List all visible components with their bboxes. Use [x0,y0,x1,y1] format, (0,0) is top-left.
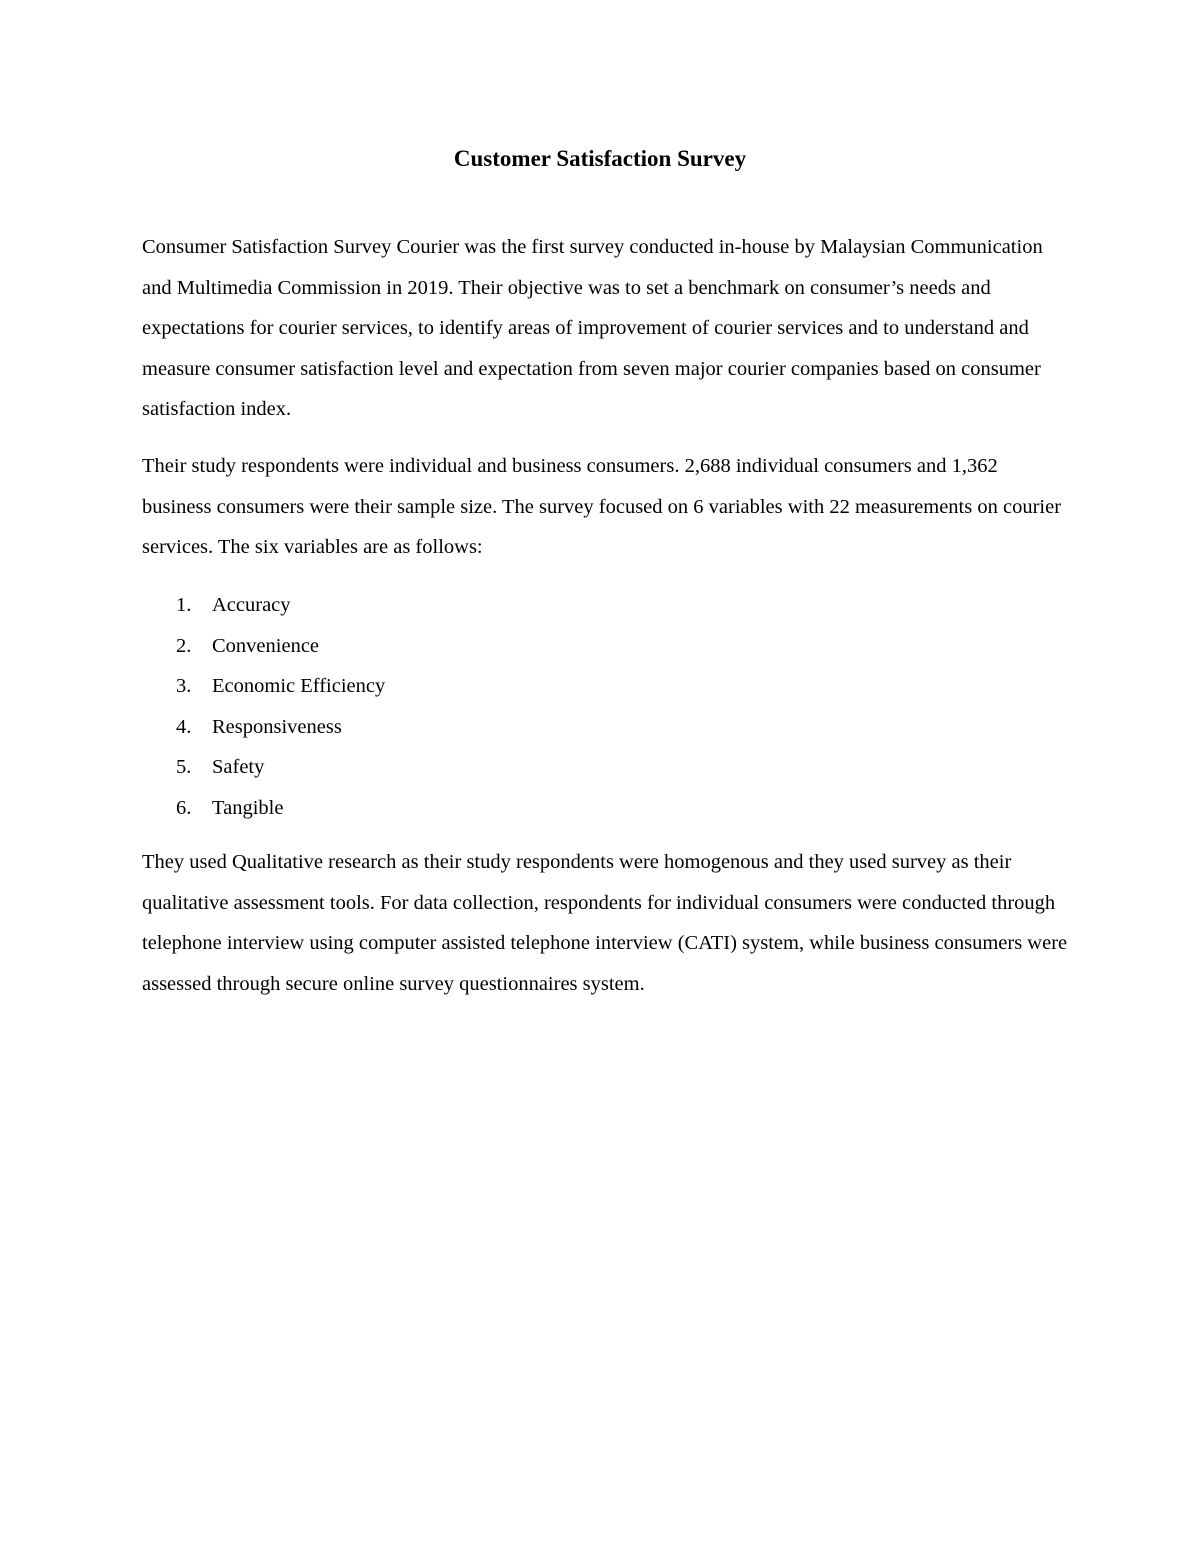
list-item-number: 3. [176,675,192,698]
paragraph-intro: Consumer Satisfaction Survey Courier was the first survey conducted in-house by Malaysian Communication and Multimedia Commission in 2019. Their objective was to set a benchmark on consumer’s needs and expectations for courier services, to identify areas of improvement of courier services and to understand and measure consumer satisfaction level and expectation from seven major courier companies based on consumer satisfaction index. [142,236,1043,421]
list-item [142,585,642,626]
list-item-label: Accuracy [212,594,291,616]
list-item [142,626,642,667]
list-item-label: Economic Efficiency [212,675,386,698]
list-item-number: 4. [176,715,192,738]
list-item [142,747,642,788]
list-item-number: 1. [176,594,192,616]
list-item-number: 2. [176,634,192,657]
list-item [142,666,642,707]
variables-list [142,585,642,829]
list-item [142,788,642,829]
page-title: Customer Satisfaction Survey [453,146,747,171]
list-item [142,707,642,748]
list-item-label: Convenience [212,634,320,657]
paragraph-methodology: They used Qualitative research as their study respondents were homogenous and they used survey as their qualitative assessment tools. For data collection, respondents for individual consumers were conducted through telephone interview using computer assisted telephone interview (CATI) system, while business consumers were assessed through secure online survey questionnaires system. [142,851,1068,995]
list-item-number: 6. [176,796,192,819]
paragraph-respondents: Their study respondents were individual and business consumers. 2,688 individual consumers and 1,362 business consumers were their sample size. The survey focused on 6 variables with 22 measurements on courier services. The six variables are as follows: [142,455,1062,559]
list-item-label: Responsiveness [212,715,342,738]
list-item-label: Tangible [212,796,284,819]
list-item-number: 5. [176,756,192,779]
list-item-label: Safety [212,756,265,779]
